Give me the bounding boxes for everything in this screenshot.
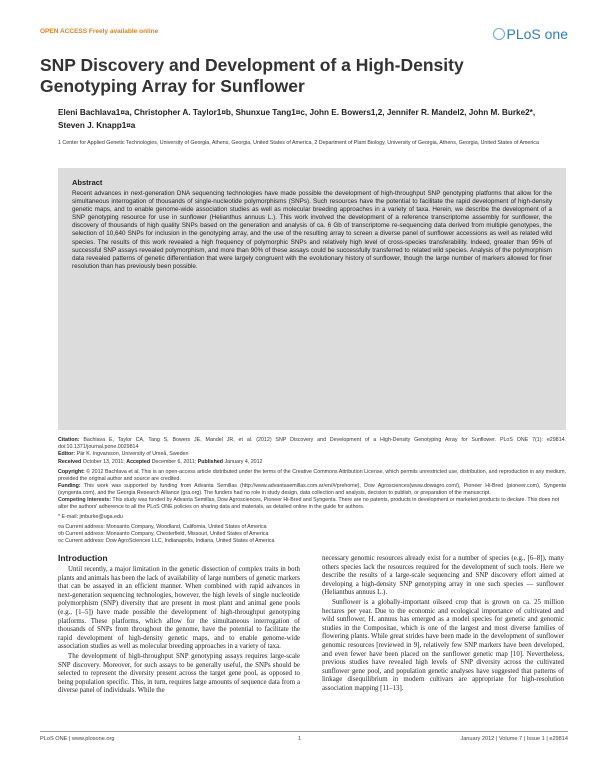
funding: [58, 483, 566, 498]
author-list: Eleni Bachlava1¤a, Christopher A. Taylor1¤b, Shunxue Tang1¤c, John E. Bowers1,2, Jennifer R. Mandel2, John M. Burke2*, Steven J. Knapp1¤a: [58, 108, 536, 130]
citation: [58, 437, 566, 452]
dates: [58, 459, 566, 466]
accepted-label: Accepted: [126, 459, 151, 465]
competing-interests: [58, 497, 566, 512]
journal-header: [40, 26, 568, 46]
intro-paragraph: necessary genomic resources already exist for a number of species (e.g., [6–8]), many others species lack the resources required for the development of such tools. Here we describe the results of a large-scale sequencing and SNP discovery effort aimed at developing a high-density SNP genotyping array in one such species — sunflower (Helianthus annuus L.).: [322, 555, 564, 597]
received-label: Received: [58, 459, 82, 465]
footer-issue: January 2012 | Volume 7 | Issue 1 | e29814: [460, 736, 568, 742]
current-address-note: ¤b Current address: Monsanto Company, Chesterfield, Missouri, United States of America: [58, 531, 269, 537]
citation-label: Citation:: [58, 437, 80, 443]
journal-logo[interactable]: [493, 26, 569, 42]
accepted-date: December 6, 2011;: [151, 459, 197, 465]
copyright: [58, 469, 566, 484]
competing-text: This study was funded by Advanta Semillas, Dow Agrosciences, Pioneer Hi-Bred and Syngenta. There are no patents, products in development or marketed products to declare. This does not alter the authors' adherence to all the PLoS ONE policies on sharing data and materials, as detailed online in the guide for authors.: [58, 497, 560, 511]
footer-journal[interactable]: PLoS ONE | www.plosone.org: [40, 736, 115, 742]
journal-logo-text: PLoS one: [506, 26, 568, 42]
competing-label: Competing Interests:: [58, 497, 111, 503]
intro-column-left: [58, 566, 300, 696]
published-date: January 4, 2012: [224, 459, 263, 465]
funding-label: Funding:: [58, 483, 81, 489]
intro-paragraph: Sunflower is a globally-important oilseed crop that is grown on ca. 25 million hectares per year. Due to the economic and ecological importance of cultivated and wild sunflower, H. annuus has emerged as a model species for genetic and genomic studies in the Compositae, which is one of the largest and most diverse families of flowering plants. While great strides have been made in the development of sunflower genomic resources [reviewed in 9], relatively few SNP markers have been developed, and even fewer have been placed on the sunflower genetic map [10]. Nevertheless, previous studies have revealed high levels of SNP diversity across the cultivated sunflower gene pool, and population genetic analyses have suggested that patterns of linkage disequilibrium in modern cultivars are appropriate for high-resolution association mapping [11–13].: [322, 598, 564, 692]
intro-paragraph: The development of high-throughput SNP genotyping assays requires large-scale SNP discovery. Moreover, for such assays to be generally useful, the SNPs should be selected to represent the diversity present across the target gene pool, as opposed to being population specific. This, in turn, requires large amounts of sequence data from a diverse panel of individuals. While the: [58, 652, 300, 695]
editor-text: Pär K. Ingvarsson, University of Umeå, Sweden: [76, 451, 189, 457]
footer-rule: [40, 731, 568, 732]
intro-paragraph: Until recently, a major limitation in the genetic dissection of complex traits in both plants and animals has been the lack of availability of large numbers of genetic markers that can be assayed in an efficient manner. When combined with rapid advances in next-generation sequencing technologies, however, the high levels of single nucleotide polymorphism (SNP) diversity that are present in most plant and animal gene pools (e.g., [1–5]) have made possible the development of high-throughput genotyping platforms. These platforms, which allow for the simultaneous interrogation of thousands of SNPs from throughout the genome, have the potential to facilitate the rapid development of high-density genetic maps, and to enable genome-wide association studies as well as molecular breeding approaches in a variety of taxa.: [58, 566, 300, 651]
abstract-box: [58, 168, 566, 430]
paper-title: SNP Discovery and Development of a High-Density Genotyping Array for Sunflower: [40, 55, 464, 96]
abstract-heading: Abstract: [72, 178, 103, 187]
open-access-label: OPEN ACCESS Freely available online: [40, 28, 159, 35]
page-number: 1: [298, 736, 302, 742]
citation-text[interactable]: Bachlava E, Taylor CA, Tang S, Bowers JE, Mandel JR, et al. (2012) SNP Discovery and Development of a High-Density Genotyping Array for Sunflower. PLoS ONE 7(1): e29814. doi:10.1371/journal.pone.0029814: [58, 437, 566, 451]
editor: [58, 451, 566, 458]
page-footer: [40, 736, 568, 746]
correspondence-email[interactable]: * E-mail: jmburke@uga.edu: [58, 514, 123, 520]
abstract-text: Recent advances in next-generation DNA sequencing technologies have made possible the development of high-throughput SNP genotyping platforms that allow for the simultaneous interrogation of thousands of single-nucleotide polymorphisms (SNPs). Such resources have the potential to facilitate the rapid development of high-density genetic maps, and to enable genome-wide association studies as well as molecular breeding approaches in a variety of taxa. Herein, we describe the development of a SNP genotyping resource for use in sunflower (Helianthus annuus L.). This work involved the development of a reference transcriptome assembly for sunflower, the discovery of thousands of high quality SNPs based on the generation and analysis of ca. 6 Gb of transcriptome re-sequencing data derived from multiple genotypes, the selection of 10,640 SNPs for inclusion in the genotyping array, and the use of the resulting array to screen a diverse panel of sunflower accessions as well as related wild species. The results of this work revealed a high frequency of polymorphic SNPs and relatively high level of cross-species transferability. Indeed, greater than 95% of successful SNP assays revealed polymorphism, and more than 90% of these assays could be successfully transferred to related wild species. Analysis of the polymorphism data revealed patterns of genetic differentiation that were largely congruent with the evolutionary history of sunflower, though the large number of markers allowed for finer resolution than has previously been possible.: [72, 190, 552, 270]
introduction-heading: Introduction: [58, 553, 108, 563]
affiliations: 1 Center for Applied Genetic Technologies, University of Georgia, Athens, Georgia, United States of America, 2 Department of Plant Biology, University of Georgia, Athens, Georgia, United States of America: [58, 140, 539, 146]
intro-column-right: [322, 555, 564, 694]
editor-label: Editor:: [58, 451, 76, 457]
received-date: October 13, 2011;: [82, 459, 125, 465]
current-address-note: ¤a Current address: Monsanto Company, Woodland, California, United States of America: [58, 524, 267, 530]
funding-text: This work was supported by funding from Advanta Semillas (http://www.advantasemillas.com.ar/en/#/prehome), Dow Agrosciences(www.dowagro.com/), Pioneer Hi-Bred (pioneer.com), Syngenta (syngenta.com), and the Georgia Research Alliance (gra.org). The funders had no role in study design, data collection and analysis, decision to publish, or preparation of the manuscript.: [58, 483, 566, 497]
plos-logo-icon: [493, 28, 505, 40]
copyright-text: © 2012 Bachlava et al. This is an open-access article distributed under the terms of the Creative Commons Attribution License, which permits unrestricted use, distribution, and reproduction in any medium, provided the original author and source are credited.: [58, 469, 566, 483]
published-label: Published: [197, 459, 224, 465]
copyright-label: Copyright:: [58, 469, 85, 475]
current-address-note: ¤c Current address: Dow AgroSciences LLC, Indianapolis, Indiana, United States of America: [58, 538, 275, 544]
